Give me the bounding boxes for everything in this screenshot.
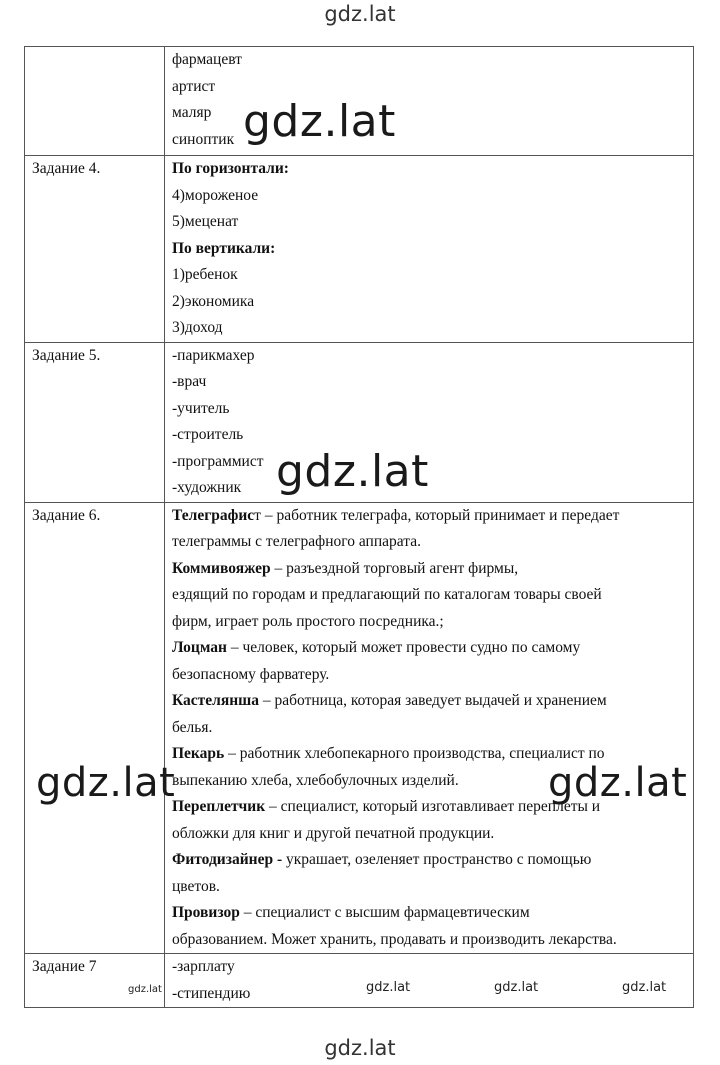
watermark-large: gdz.lat xyxy=(276,446,429,497)
definition-text: – работник хлебопекарного производства, специалист по xyxy=(224,745,605,762)
watermark-large: gdz.lat xyxy=(548,760,688,806)
watermark-large: gdz.lat xyxy=(36,760,176,806)
definition-line: образованием. Может хранить, продавать и производить лекарства. xyxy=(172,930,617,948)
answer-line: -программист xyxy=(172,452,264,470)
row-label: Задание 7 xyxy=(32,958,97,975)
definition-line: ездящий по городам и предлагающий по каталогам товары своей xyxy=(172,586,602,603)
answer-line: 4)мороженое xyxy=(172,186,259,204)
term: Пекарь xyxy=(172,745,225,762)
definition-line xyxy=(172,556,687,583)
heading-text: По вертикали: xyxy=(172,239,276,257)
row-label: Задание 6. xyxy=(32,506,101,524)
term: Лоцман xyxy=(172,639,227,656)
row-label: Задание 4. xyxy=(32,160,101,177)
answer-line: артист xyxy=(172,77,216,95)
answer-line: 5)меценат xyxy=(172,213,239,230)
row-label-cell xyxy=(25,954,165,1008)
answer-line: -парикмахер xyxy=(172,346,255,364)
definition-line: выпеканию хлеба, хлебобулочных изделий. xyxy=(172,771,459,789)
table-row xyxy=(25,954,694,1008)
row-label-cell xyxy=(25,502,165,954)
definition-text: – человек, который может провести судно по самому xyxy=(226,639,581,656)
answer-line: -художник xyxy=(172,479,242,496)
section-heading xyxy=(172,156,687,183)
definition-text: – специалист с высшим фармацевтическим xyxy=(239,904,530,921)
definition-text: – специалист, который изготавливает переплеты и xyxy=(265,798,601,815)
answer-line: 1)ребенок xyxy=(172,266,238,283)
term: Телеграфис xyxy=(172,506,255,524)
answer-line: -строитель xyxy=(172,426,244,443)
row-label: Задание 5. xyxy=(32,346,101,364)
heading-text: По горизонтали: xyxy=(172,160,289,177)
term: Провизор xyxy=(172,904,240,921)
answer-line: синоптик xyxy=(172,130,235,148)
definition-text: украшает, озеленяет пространство с помощью xyxy=(282,851,592,868)
watermark-top: gdz.lat xyxy=(324,2,396,26)
definition-text: – работница, которая заведует выдачей и хранением xyxy=(259,692,607,709)
definition-line: безопасному фарватеру. xyxy=(172,665,330,683)
row-content-cell xyxy=(165,954,694,1008)
answer-line: -стипендию xyxy=(172,984,251,1002)
answer-line: маляр xyxy=(172,104,212,121)
term: Переплетчик xyxy=(172,798,266,815)
row-content-cell xyxy=(165,502,694,954)
table-row xyxy=(25,502,694,954)
term: Фитодизайнер - xyxy=(172,851,283,868)
answer-line: 3)доход xyxy=(172,319,223,336)
definition-line xyxy=(172,635,687,662)
table-row xyxy=(25,156,694,343)
definition-line xyxy=(172,688,687,715)
term-tail: т xyxy=(254,506,261,524)
definition-line xyxy=(172,900,687,927)
definition-line xyxy=(172,847,687,874)
definition-line: белья. xyxy=(172,718,213,736)
term: Коммивояжер xyxy=(172,559,271,577)
watermark-small: gdz.lat xyxy=(494,980,539,995)
watermark-small: gdz.lat xyxy=(366,980,411,995)
answer-line: 2)экономика xyxy=(172,292,255,310)
watermark-small: gdz.lat xyxy=(128,984,162,995)
definition-line: фирм, играет роль простого посредника.; xyxy=(172,612,444,630)
row-content-cell xyxy=(165,156,694,343)
watermark-small: gdz.lat xyxy=(622,980,667,995)
row-label-cell xyxy=(25,47,165,156)
definition-line xyxy=(172,503,687,530)
term: Кастелянша xyxy=(172,692,260,709)
definition-line: телеграммы с телеграфного аппарата. xyxy=(172,533,421,550)
answers-table xyxy=(24,46,694,1008)
watermark-bottom: gdz.lat xyxy=(324,1036,396,1060)
answer-line: -врач xyxy=(172,373,207,390)
watermark-large: gdz.lat xyxy=(243,96,396,147)
answer-line: -учитель xyxy=(172,399,230,417)
section-heading xyxy=(172,236,687,263)
row-label-cell xyxy=(25,156,165,343)
row-content-cell xyxy=(165,342,694,502)
definition-line: обложки для книг и другой печатной продукции. xyxy=(172,824,495,842)
row-label-cell xyxy=(25,342,165,502)
answer-line: фармацевт xyxy=(172,51,242,68)
definition-line: цветов. xyxy=(172,877,220,895)
answer-line: -зарплату xyxy=(172,958,235,975)
definition-text: – разъездной торговый агент фирмы, xyxy=(270,559,519,577)
definition-text: – работник телеграфа, который принимает и передает xyxy=(260,506,620,524)
